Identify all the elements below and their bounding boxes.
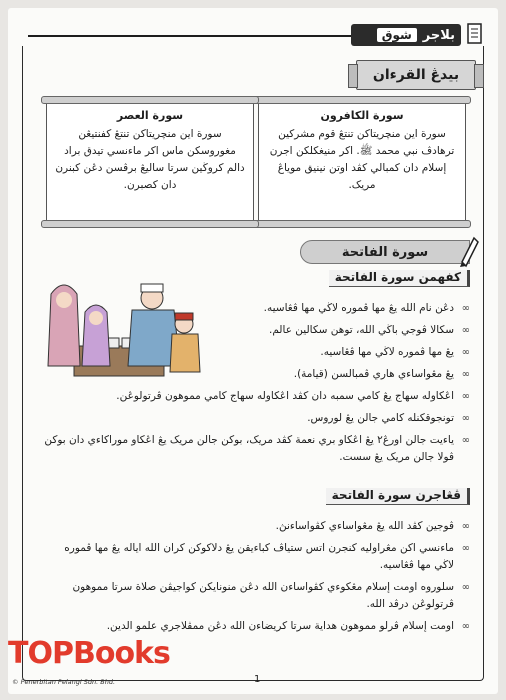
list-item: ∞ دڠن نام الله يڠ مها ڤموره لاڬي مها ڤڠاسيه. — [200, 300, 470, 317]
header-tab-sub: شوق — [377, 28, 417, 42]
list-item: ∞ ڤوجين کڤد الله يڠ مڠواساءي کڤواساءنڽ. — [50, 518, 470, 535]
card-body: سورة اين منچريتاکن تنتڠ کفنتيڠن مغوروسکن ماس اکر ماءنسي تيدق براد دالم کروڬين سرتا ساليڠ برڤسن دڠن کبنرن دان کصبرن. — [55, 128, 245, 191]
pencil-icon — [456, 232, 480, 268]
topic-banner: بيدڠ القرءان — [356, 60, 476, 90]
card-title: سورة الكافرون — [320, 109, 404, 122]
list-item: ∞ تونجوقکنله کامي جالن يڠ لوروس. — [34, 410, 470, 427]
copyright-notice: © Penerbitan Pelangi Sdn. Bhd. — [12, 678, 116, 686]
list-item: ∞ ياءيت جالن اورڠ٢ يڠ اڠکاو بري نعمة کڤد مريک، بوکن جالن مريک يڠ اڠکاو موراکاءي دان بوکن ڤولا جالن مريک يڠ سست. — [34, 432, 470, 466]
list-item: ∞ اڠکاوله سهاج يڠ کامي سمبه دان کڤد اڠکاوله سهاج کامي مموهون ڤرتولوڠن. — [34, 388, 470, 405]
list-item: ∞ سکالا ڤوجي باڬي الله، توهن سکالين عالم. — [200, 322, 470, 339]
book-icon — [466, 22, 484, 46]
section-heading: سورة الفاتحة — [300, 240, 470, 264]
list-item: ∞ اومت إسلام ڤرلو مموهون هداية سرتا کريضاءن الله دڠن ممڤلاجري علمو الدين. — [50, 618, 470, 635]
lessons-list — [50, 518, 470, 640]
header-tab-title: بلاجر — [422, 27, 455, 43]
page-number: 1 — [254, 674, 261, 685]
card-title: سورة العصر — [116, 109, 184, 122]
header-tab — [351, 24, 461, 46]
card-al-asr — [46, 100, 254, 224]
family-reading-illustration — [34, 276, 204, 386]
topbooks-watermark: TOPBooks — [8, 636, 170, 671]
understanding-heading: کفهمن سورة الفاتحة — [329, 270, 470, 287]
list-item: ∞ ماءنسي اکن مڠراوليه کنجرن اتس ستياڤ کباءيقن يڠ دلاکوکن کران الله اياله يڠ مها ڤموره لاڬي مها ڤڠاسيه. — [50, 540, 470, 574]
lessons-heading: ڤڠاجرن سورة الفاتحة — [326, 488, 470, 505]
list-item: ∞ سلوروه اومت إسلام مڠکوءي کڤواساءن الله دڠن منونايکن کواجيڤن صلاة سرتا مموهون ڤرتولوڠن درڤد الله. — [50, 579, 470, 613]
list-item: ∞ يڠ مها ڤموره لاڬي مها ڤڠاسيه. — [200, 344, 470, 361]
understanding-list — [44, 300, 470, 471]
card-al-kafirun — [258, 100, 466, 224]
list-item: ∞ يڠ مڠواساءي هاري ڤمبالسن (قيامة). — [200, 366, 470, 383]
card-body: سورة اين منچريتاکن تنتڠ قوم مشرکين ترهادڤ نبي محمد ﷺ. اکر منيغکلکن اجرن إسلام دان کمبالي کڤد اوتن نينيق موياڠ مريک. — [269, 128, 455, 191]
